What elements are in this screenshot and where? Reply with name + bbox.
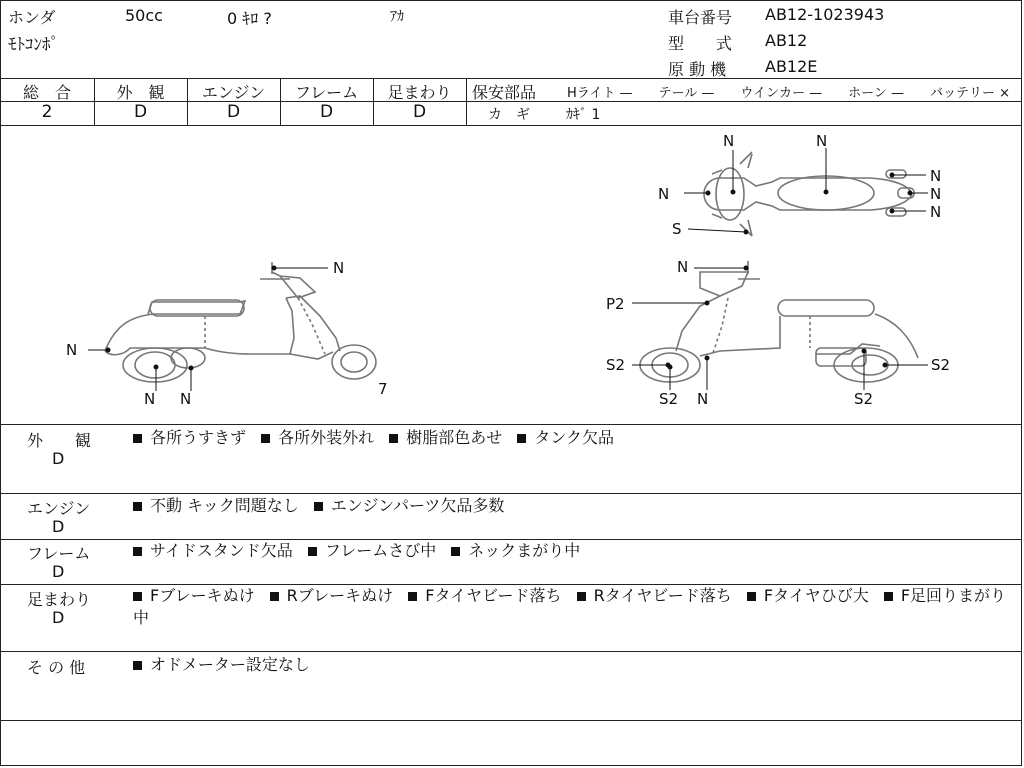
key-value: ｶｷﾞ 1	[566, 107, 601, 123]
mark-label: S2	[854, 390, 874, 408]
note-item: 各所外装外れ	[261, 428, 374, 447]
model-name: ﾓﾄｺﾝﾎﾟ	[8, 35, 59, 55]
marker-dot	[705, 356, 709, 360]
note-item: Fブレーキぬけ	[133, 586, 255, 605]
marker-dot	[890, 173, 894, 177]
mark-label: N	[333, 259, 345, 277]
bullet-square	[308, 547, 317, 556]
bullet-square	[133, 661, 142, 670]
maker: ホンダ	[8, 8, 56, 27]
note-item: Fタイヤひび大	[747, 586, 869, 605]
note-grade-frame: D	[52, 562, 65, 581]
mark-label: N	[677, 258, 689, 276]
note-item: 樹脂部色あせ	[389, 428, 502, 447]
note-label-frame: フレーム	[27, 544, 91, 563]
marker-dot	[106, 348, 110, 352]
marker-dot	[706, 191, 710, 195]
note-item: F足回りまがり中	[133, 586, 1007, 627]
divider	[0, 493, 1022, 494]
marker-dot	[824, 190, 828, 194]
note-item: オドメーター設定なし	[133, 655, 310, 674]
leader-lines	[88, 148, 928, 391]
scooter-right-view	[640, 261, 918, 382]
marker-dot	[744, 266, 748, 270]
mark-label: N	[658, 185, 670, 203]
mileage: 0 ｷﾛ ?	[227, 9, 272, 28]
divider	[466, 101, 1022, 102]
note-item: エンジンパーツ欠品多数	[314, 496, 504, 515]
note-item: Rタイヤビード落ち	[577, 586, 732, 605]
bullet-square	[314, 502, 323, 511]
divider	[466, 78, 467, 125]
engine-value: AB12E	[765, 57, 818, 76]
mark-label: N	[930, 185, 942, 203]
engine-label: 原 動 機	[668, 60, 727, 79]
note-item: ネックまがり中	[451, 541, 580, 560]
marker-dot	[272, 266, 276, 270]
note-item: 各所うすきず	[133, 428, 246, 447]
bullet-square	[133, 434, 142, 443]
bullet-square	[389, 434, 398, 443]
marker-dot	[862, 349, 866, 353]
safety-label: 保安部品	[472, 83, 537, 102]
bullet-square	[408, 592, 417, 601]
marker-dot	[744, 230, 748, 234]
bullet-square	[747, 592, 756, 601]
bullet-square	[884, 592, 893, 601]
grade-frame: D	[319, 102, 334, 122]
frame-no-label: 車台番号	[668, 8, 733, 27]
grade-total: 2	[41, 102, 53, 122]
mark-label: N	[180, 390, 192, 408]
note-items-exterior	[133, 427, 1013, 449]
bullet-square	[270, 592, 279, 601]
grade-header-engine: エンジン	[201, 83, 266, 102]
mark-label: S2	[606, 356, 626, 374]
note-label-exterior: 外 観	[27, 431, 92, 450]
note-item: Rブレーキぬけ	[270, 586, 393, 605]
mark-label: N	[697, 390, 709, 408]
divider	[0, 651, 1022, 652]
note-items-frame	[133, 540, 1013, 562]
marker-dot	[908, 191, 912, 195]
grade-header-suspension: 足まわり	[387, 83, 452, 102]
grade-suspension: D	[412, 102, 427, 122]
mark-label: 7	[378, 380, 388, 398]
mark-label: P2	[606, 295, 625, 313]
note-item: サイドスタンド欠品	[133, 541, 293, 560]
type-label: 型 式	[668, 34, 733, 53]
bullet-square	[577, 592, 586, 601]
scooter-top-view	[704, 152, 914, 236]
mark-label: S	[672, 220, 682, 238]
mark-label: N	[930, 203, 942, 221]
safety-items: Hライト — テール — ウインカー — ホーン — バッテリー ×	[567, 86, 1011, 101]
displacement: 50cc	[125, 6, 163, 25]
scooter-left-view	[105, 262, 376, 382]
grade-exterior: D	[133, 102, 148, 122]
divider	[0, 78, 1022, 79]
frame-no: AB12-1023943	[765, 5, 885, 24]
note-item: タンク欠品	[517, 428, 614, 447]
note-label-other: そ の 他	[27, 658, 86, 677]
bullet-square	[133, 502, 142, 511]
note-item: Fタイヤビード落ち	[408, 586, 561, 605]
note-items-engine	[133, 495, 1013, 517]
mark-label: S2	[931, 356, 951, 374]
bullet-square	[451, 547, 460, 556]
bullet-square	[261, 434, 270, 443]
note-items-suspension	[133, 585, 1013, 629]
divider	[0, 720, 1022, 721]
note-item: 不動 キック問題なし	[133, 496, 299, 515]
note-label-engine: エンジン	[27, 499, 91, 518]
mark-label: N	[144, 390, 156, 408]
color: ｱｶ	[390, 9, 404, 25]
note-grade-engine: D	[52, 517, 65, 536]
key-label: カ ギ	[488, 107, 530, 123]
note-label-suspension: 足まわり	[27, 590, 92, 609]
grade-header-total: 総 合	[22, 83, 71, 102]
mark-label: S2	[659, 390, 679, 408]
bullet-square	[133, 592, 142, 601]
note-items-other	[133, 654, 1013, 676]
marker-dot	[154, 365, 158, 369]
divider	[0, 424, 1022, 425]
marker-dot	[705, 301, 709, 305]
note-item: フレームさび中	[308, 541, 436, 560]
marker-dot	[731, 190, 735, 194]
marker-dot	[883, 363, 887, 367]
damage-diagram	[0, 126, 1022, 424]
type-value: AB12	[765, 31, 808, 50]
note-grade-suspension: D	[52, 608, 65, 627]
leader-line	[688, 229, 746, 232]
grade-header-frame: フレーム	[294, 83, 359, 102]
marker-dot	[189, 366, 193, 370]
mark-label: N	[723, 132, 735, 150]
bullet-square	[517, 434, 526, 443]
mark-label: N	[66, 341, 78, 359]
mark-label: N	[816, 132, 828, 150]
note-grade-exterior: D	[52, 449, 65, 468]
grade-engine: D	[226, 102, 241, 122]
grade-header-exterior: 外 観	[116, 83, 165, 102]
bullet-square	[133, 547, 142, 556]
mark-label: N	[930, 167, 942, 185]
marker-dot	[890, 209, 894, 213]
marker-dot	[668, 365, 672, 369]
